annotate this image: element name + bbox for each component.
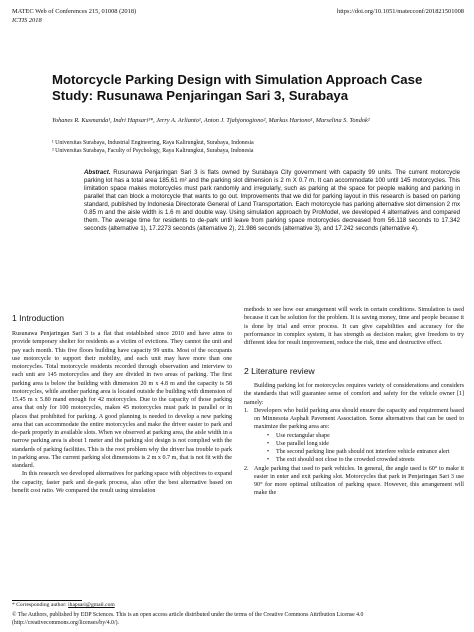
bullet-icon: •	[267, 457, 270, 464]
bullet-list	[254, 432, 464, 465]
conference-name: ICTIS 2018	[12, 17, 42, 24]
affiliation-2: ² Universitas Surabaya, Faculty of Psychology, Raya Kalirungkut, Surabaya, Indonesia	[52, 148, 254, 154]
affiliations	[52, 139, 462, 155]
list-item: • The second parking line path should not interfere vehicle entrance alert	[267, 449, 450, 455]
left-column	[12, 330, 232, 495]
section-heading-literature-review: 2 Literature review	[244, 366, 315, 376]
author-list: Yohanes R. Kusmanda¹, Indri Hapsari¹*, Jerry A. Arlianto¹, Anton J. Tjahjonogiono², Markus Hartono¹, Marselina S. Tondok²	[52, 117, 370, 124]
doi-link[interactable]: https://doi.org/10.1051/matecconf/201821501008	[337, 8, 464, 15]
list-item: • Use rectangular shape	[267, 432, 330, 439]
section-heading-introduction: 1 Introduction	[12, 313, 65, 323]
bullet-icon: •	[267, 449, 270, 455]
list-item: • The exit should not close to the crowded crowded streets	[267, 457, 415, 464]
intro-paragraph-3: methods to see how our arrangement will work in certain conditions. Simulation is used because it can be solution for the problem. It is saving money, time and people because it is done by trial and error process. It can give capabilities and accuracy for the performance in complex system, it has strength as decision maker, give freedom to try different idea for result improvement, reduce the risk, time and destructive effect.	[244, 307, 464, 346]
list-item: 2. Angle parking that used to park vehicles. In general, the angle used is 60° to make it easier in enter and exit parking slot. Motorcycles that park in Penjaringan Sari 3 use 90° for more optimal utilization of parking space. However, this arrangement will make the	[244, 465, 464, 497]
lit-paragraph-1: Building parking lot for motorcycles requires variety of considerations and considers the standards that will guarantee sense of comfort and safety for the vehicle owner [1] namely:	[244, 383, 464, 406]
right-column	[244, 306, 464, 347]
standards-list	[244, 407, 464, 498]
affiliation-1: ¹ Universitas Surabaya, Industrial Engineering, Raya Kalirungkut, Surabaya, Indonesia	[52, 140, 254, 146]
intro-paragraph-1: Rusunawa Penjaringan Sari 3 is a flat that established since 2010 and have aims to provide temporary shelter for residents as a victim of evictions. They cannot the unit and pay each month. This five floors building have capacity 99 units. Most of the occupants use motorcycle to support their mobility, and each unit may have more than one motorcycles. Total motorcycle residents recorded through observation and interview to each unit are 145 motorcycles and they are divided in two areas of parking. The first parking area is below the building with dimension 20 m x 4.8 m and the capacity is 58 motorcycles, while another parking area is located outside the building with dimension of 15.45 m x 5.80 mand enough for 42 motorcycles. Due to the capacity of those parking area that only for 100 motorcycles, makes 45 motorcycles must park in parallel or in places that prohibited for parking. A good planning is needed to develop a new parking area that can accommodate the entire motorcycles and make the driver easier to park and de-park properly in available slots. When we observed at parking area, the aisle width in a narrow parking area is about 1 meter and the parking slot design is not complied with the standards of parking facilities. This is the root problem why the driver has trouble to park in parking area. The current parking slot dimensions is 2 m x 0.7 m, that is not fit with the standard.	[12, 331, 232, 469]
literature-review-body	[244, 382, 464, 498]
bullet-icon: •	[267, 440, 270, 447]
license-notice: © The Authors, published by EDP Sciences. This is an open access article distributed under the terms of the Creative Commons Attribution License 4.0 (http://creativecommons.org/licenses/by/4.0/).	[12, 612, 364, 626]
footnote-divider	[12, 600, 82, 601]
list-item: 1. Developers who build parking area should ensure the capacity and requirement based on Minnesota Asphalt Pavement Association. Some alternatives that can be used to maximize the parking area are: • Use rectangular shape • Use parallel long side • The second parking line path should not interfere vehicle entrance alert • The exit should not close to the crowded crowded streets	[244, 407, 464, 464]
abstract-text: Rusunawa Penjaringan Sari 3 is flats owned by Surabaya City government with capacity 99 units. The current motorcycle parking lot has a total area 185.61 m² and the parking slot dimension is 2 m X 0.7 m. It can accommodate 100 until 145 motorcycles. This limitation space makes motorcycles must park randomly and irregularly, such as parking at the space for people walking and parking in parallel that can block a motorcycle that wants to go out. Improvements that we did for parking layout in this research is based on parking standard, published by Indonesia Directorate General of Land Transportation. Each motorcycle has parking alternative slot dimension 2 mx 0.85 m and the aisle width is 1.6 m and double way. Using simulation approach by ProModel, we developed 4 alternatives and compared them. The average time for residents to de-park until leave from parking space motorcycles decreased from 56.118 seconds to 17.342 seconds (alternative 1), 17.2273 seconds (alternative 2), 21.986 seconds (alternative 3), and 17.242 seconds (alternative 4).	[84, 169, 460, 232]
intro-paragraph-2: In this research we developed alternatives for parking space with objectives to expand the capacity, faster park and de-park process, also offer the best alternative based on benefit cost ratio. We compared the result using simulation	[12, 471, 232, 494]
corresponding-author-footnote: * Corresponding author: ihapsari@gmail.com	[12, 602, 115, 608]
list-item: • Use parallel long side	[267, 440, 329, 447]
author-email-link[interactable]: ihapsari@gmail.com	[68, 602, 115, 608]
paper-title: Motorcycle Parking Design with Simulation Approach Case Study: Rusunawa Penjaringan Sari 3, Surabaya	[52, 72, 423, 103]
bullet-icon: •	[267, 432, 270, 439]
journal-citation: MATEC Web of Conferences 215, 01008 (2018)	[12, 8, 137, 15]
abstract-label: Abstract.	[84, 169, 111, 176]
abstract	[84, 169, 460, 233]
